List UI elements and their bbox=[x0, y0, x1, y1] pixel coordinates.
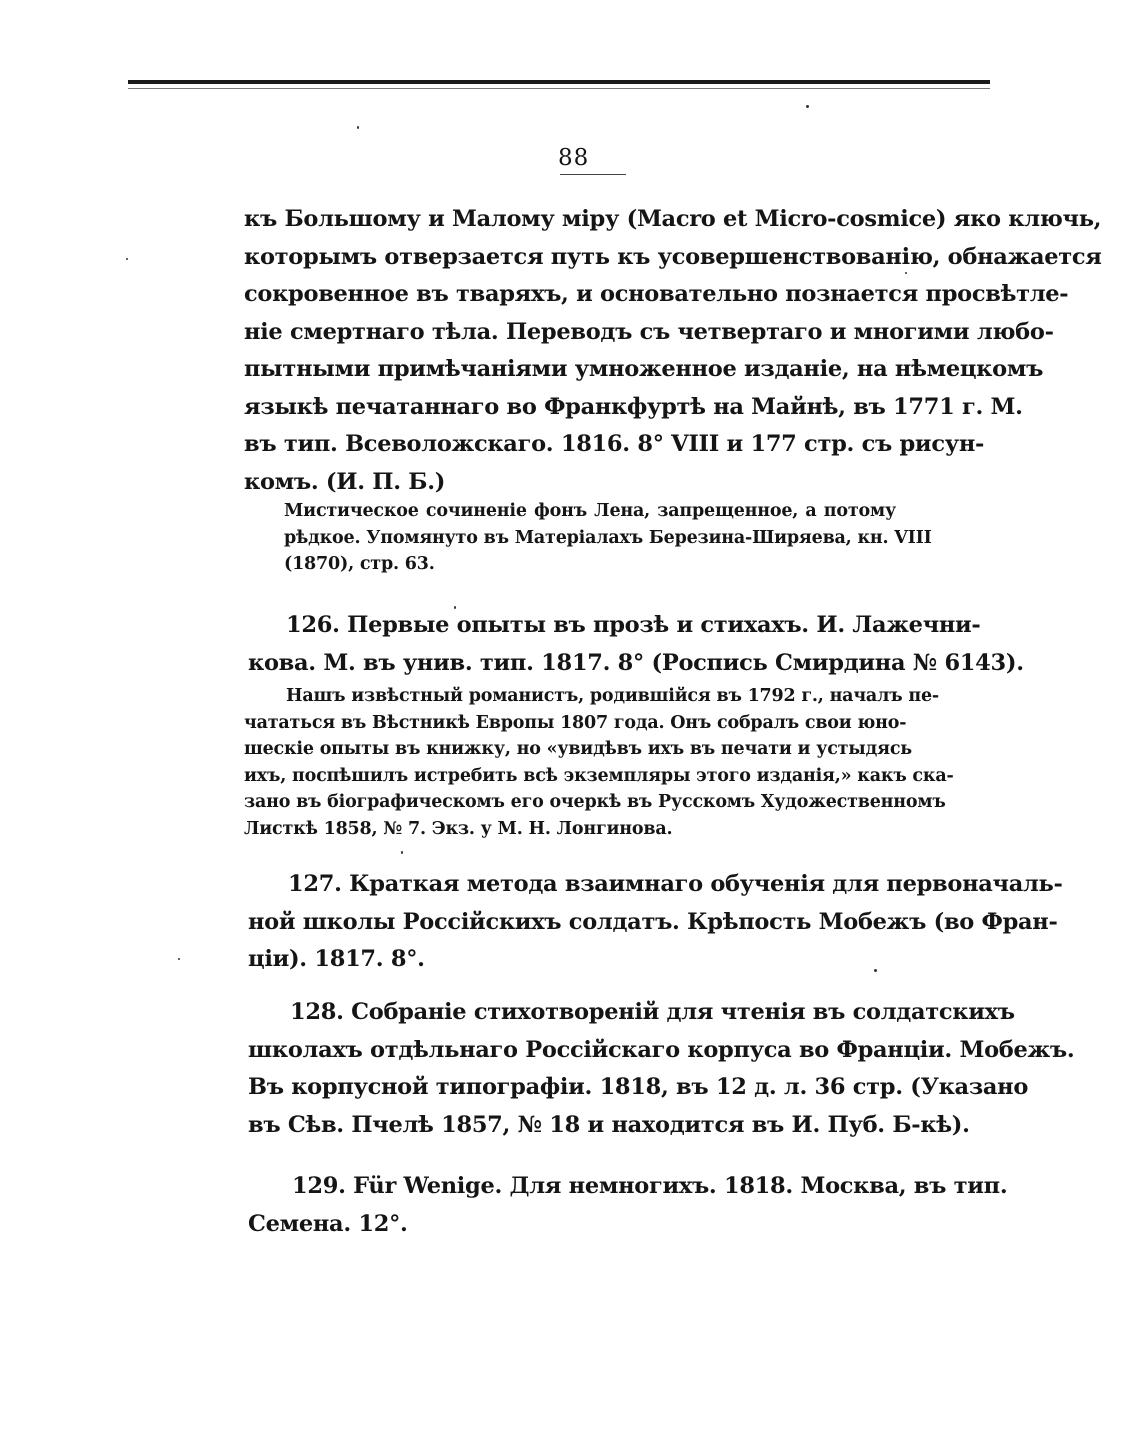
entry-line: 129. Für Wenige. Для немногихъ. 1818. Москва, въ тип. bbox=[292, 1173, 1008, 1199]
entry-128 bbox=[248, 994, 1075, 1144]
entry-line: 128. Собраніе стихотвореній для чтенія въ солдатскихъ bbox=[290, 999, 1015, 1025]
text-line: которымъ отверзается путь къ усовершенствованію, обнажается bbox=[244, 243, 1102, 270]
entry-127 bbox=[248, 866, 1063, 979]
entry-line: 127. Краткая метода взаимнаго обученія для первоначаль- bbox=[288, 871, 1063, 897]
note-line: Мистическое сочиненіе фонъ Лена, запрещенное, а потому bbox=[284, 501, 896, 521]
scan-speck bbox=[905, 272, 907, 274]
note-line: чататься въ Вѣстникѣ Европы 1807 года. Онъ собралъ свои юно- bbox=[244, 712, 907, 733]
scan-speck bbox=[178, 958, 180, 960]
text-line: языкѣ печатаннаго во Франкфуртѣ на Майнѣ, въ 1771 г. М. bbox=[244, 393, 1023, 420]
note-line: шескіе опыты въ книжку, но «увидѣвъ ихъ въ печати и устыдясь bbox=[244, 739, 912, 759]
scan-speck bbox=[806, 105, 809, 108]
note-line: Нашъ извѣстный романистъ, родившійся въ 1792 г., началъ пе- bbox=[286, 686, 939, 706]
note-line: (1870), стр. 63. bbox=[284, 554, 435, 574]
top-rule bbox=[128, 80, 990, 84]
continuation-paragraph bbox=[244, 201, 1102, 501]
scan-speck bbox=[357, 126, 359, 129]
note-line: рѣдкое. Упомянуто въ Матеріалахъ Березина-Ширяева, кн. VIII bbox=[284, 527, 932, 548]
text-line: въ тип. Всеволожскаго. 1816. 8° VIII и 177 стр. съ рисун- bbox=[244, 431, 985, 457]
entry-126 bbox=[248, 607, 1024, 682]
text-line: пытными примѣчаніями умноженное изданіе, на нѣмецкомъ bbox=[244, 356, 1044, 382]
text-line: комъ. (И. П. Б.) bbox=[244, 468, 446, 495]
note-line: Листкѣ 1858, № 7. Экз. у М. Н. Лонгинова. bbox=[244, 818, 673, 839]
scan-speck bbox=[126, 258, 128, 260]
entry-line: ной школы Россійскихъ солдатъ. Крѣпость Мобежъ (во Фран- bbox=[248, 908, 1058, 935]
page-number: 88 bbox=[558, 145, 590, 171]
entry-129 bbox=[248, 1168, 1008, 1243]
text-line: къ Большому и Малому міру (Macro et Micro-cosmice) яко ключь, bbox=[244, 206, 1102, 232]
scan-speck bbox=[401, 851, 403, 854]
entry-line: Въ корпусной типографіи. 1818, въ 12 д. л. 36 стр. (Указано bbox=[248, 1074, 1029, 1100]
entry-line: школахъ отдѣльнаго Россійскаго корпуса во Франціи. Мобежъ. bbox=[248, 1036, 1075, 1063]
text-line: ніе смертнаго тѣла. Переводъ съ четвертаго и многими любо- bbox=[244, 318, 1054, 345]
entry-line: ціи). 1817. 8°. bbox=[248, 946, 425, 972]
top-rule-thin bbox=[128, 88, 990, 89]
entry-line: въ Сѣв. Пчелѣ 1857, № 18 и находится въ И. Пуб. Б-кѣ). bbox=[248, 1111, 970, 1138]
entry-126-note bbox=[244, 683, 954, 842]
continuation-note bbox=[284, 498, 932, 578]
note-line: зано въ біографическомъ его очеркѣ въ Русскомъ Художественномъ bbox=[244, 792, 946, 812]
entry-line: Семена. 12°. bbox=[248, 1210, 408, 1237]
entry-line: кова. М. въ унив. тип. 1817. 8° (Роспись Смирдина № 6143). bbox=[248, 649, 1024, 676]
text-line: сокровенное въ тваряхъ, и основательно познается просвѣтле- bbox=[244, 281, 1069, 307]
page-number-rule bbox=[560, 174, 626, 175]
entry-line: 126. Первые опыты въ прозѣ и стихахъ. И. Лажечни- bbox=[286, 612, 981, 638]
note-line: ихъ, поспѣшилъ истребить всѣ экземпляры этого изданія,» какъ ска- bbox=[244, 765, 954, 786]
